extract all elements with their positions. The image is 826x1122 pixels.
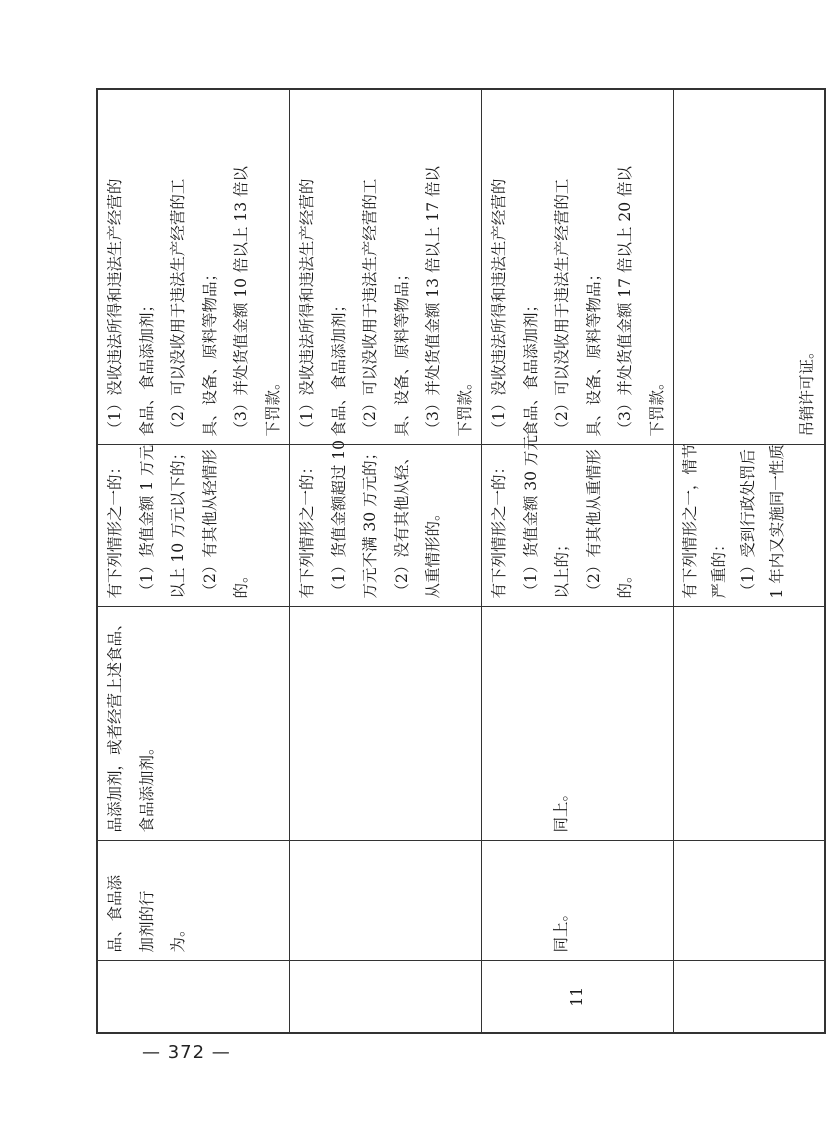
penalty-line: 食品、食品添加剂； (137, 296, 156, 437)
row-number-cell (97, 961, 290, 1033)
table-row (290, 89, 482, 1033)
basis-cell (290, 607, 482, 841)
penalty-line: （2）可以没收用于违法生产经营的工 (553, 178, 571, 437)
circumstance-cell (674, 445, 825, 607)
penalty-cell (97, 89, 290, 445)
penalty-line: 具、设备、原料等物品； (392, 265, 411, 437)
behavior-line: 为。 (169, 921, 187, 953)
circumstance-line: 有下列情形之一的： (490, 458, 508, 599)
row-number-cell (290, 961, 482, 1033)
circumstance-line: 万元不满 30 万元的； (361, 444, 379, 599)
circumstance-cell (97, 445, 290, 607)
penalty-cell (482, 89, 674, 445)
circumstance-line: （2）没有其他从轻、 (392, 449, 411, 599)
row-number: 11 (567, 986, 586, 1007)
penalty-line: （3）并处货值金额 17 倍以上 20 倍以 (616, 165, 634, 437)
penalty-line: （3）并处货值金额 10 倍以上 13 倍以 (232, 165, 250, 437)
circumstance-line: （1）货值金额超过 10 (329, 439, 348, 599)
behavior-cell (482, 841, 674, 961)
basis-cell (482, 607, 674, 841)
behavior-line: 加剂的行 (137, 890, 156, 953)
circumstance-line: 从重情形的。 (424, 505, 442, 599)
table-row (482, 89, 674, 1033)
circumstance-line: （2）有其他从轻情形 (200, 449, 219, 599)
penalty-line: （1）没收违法所得和违法生产经营的 (490, 178, 508, 437)
circumstance-line: （1）货值金额 1 万元 (137, 444, 156, 599)
row-number-cell (482, 961, 674, 1033)
circumstance-line: 有下列情形之一，情节 (681, 443, 699, 599)
behavior-line: 同上。 (552, 905, 570, 953)
circumstance-cell (482, 435, 674, 607)
behavior-cell (674, 841, 825, 961)
circumstance-line: 以上 10 万元以下的； (169, 444, 187, 599)
page-number: — 372 — (142, 1042, 231, 1063)
circumstance-line: 以上的； (553, 536, 571, 599)
penalty-line: （2）可以没收用于违法生产经营的工 (361, 178, 379, 437)
penalty-cell (290, 89, 482, 445)
basis-line: 食品添加剂。 (137, 739, 156, 833)
circumstance-line: 严重的： (710, 536, 728, 599)
circumstance-cell (290, 439, 482, 607)
penalty-line: 下罚款。 (647, 374, 666, 437)
penalty-line: （1）没收违法所得和违法生产经营的 (298, 178, 316, 437)
behavior-line: 品、食品添 (106, 874, 124, 953)
circumstance-line: 的。 (616, 567, 634, 599)
penalty-line: 具、设备、原料等物品； (584, 265, 603, 437)
circumstance-line: 1 年内又实施同一性质 (768, 444, 786, 599)
penalty-cell (674, 89, 825, 445)
penalty-line: 食品、食品添加剂； (329, 296, 348, 437)
penalty-line: 下罚款。 (455, 374, 474, 437)
penalty-line: 具、设备、原料等物品； (200, 265, 219, 437)
behavior-cell (290, 841, 482, 961)
basis-line: 同上。 (552, 785, 570, 833)
penalty-line: 食品、食品添加剂； (521, 296, 540, 437)
penalty-line: 下罚款。 (263, 374, 282, 437)
penalty-standards-table (96, 88, 826, 1034)
behavior-cell (97, 841, 290, 961)
table-row (674, 89, 825, 1033)
penalty-line: （3）并处货值金额 13 倍以上 17 倍以 (424, 165, 442, 437)
circumstance-line: （1）货值金额 30 万元 (521, 435, 540, 599)
circumstance-line: （2）有其他从重情形 (584, 449, 603, 599)
basis-line: 品添加剂，或者经营上述食品、 (106, 615, 124, 833)
penalty-line: 吊销许可证。 (798, 343, 816, 437)
basis-cell (97, 607, 290, 841)
circumstance-line: （1）受到行政处罚后 (739, 449, 757, 599)
penalty-line: （2）可以没收用于违法生产经营的工 (169, 178, 187, 437)
basis-cell (674, 607, 825, 841)
row-number-cell (674, 961, 825, 1033)
circumstance-line: 的。 (232, 567, 250, 599)
circumstance-line: 有下列情形之一的： (106, 458, 124, 599)
table-row (97, 89, 290, 1033)
rotated-table-frame (96, 90, 816, 1034)
circumstance-line: 有下列情形之一的： (298, 458, 316, 599)
penalty-line: （1）没收违法所得和违法生产经营的 (106, 178, 124, 437)
